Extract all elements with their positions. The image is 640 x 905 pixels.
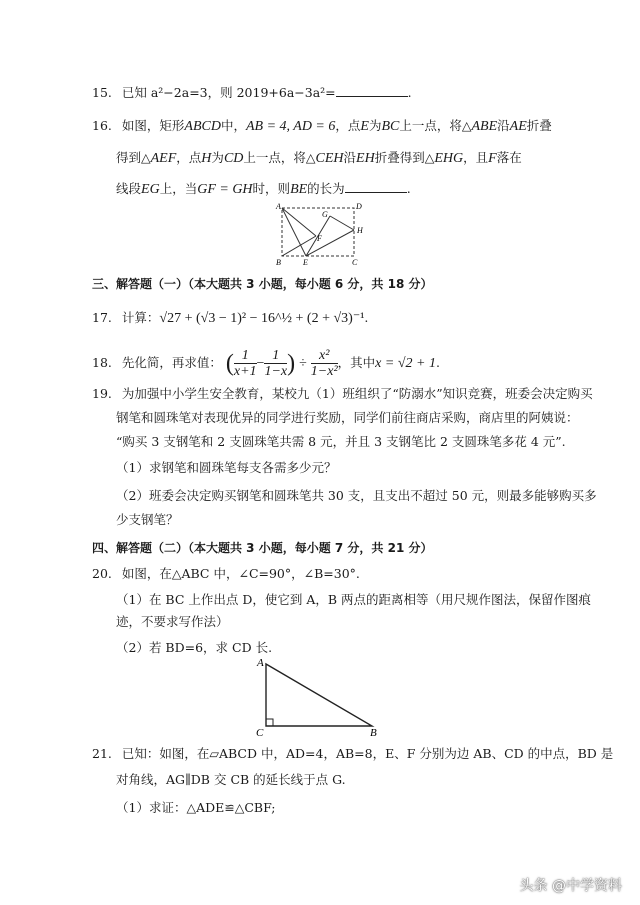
question-number: 17. bbox=[92, 310, 112, 325]
numerator: 1 bbox=[272, 348, 280, 363]
math: ABE bbox=[471, 119, 498, 134]
text: 为 bbox=[211, 150, 224, 165]
period: . bbox=[406, 181, 411, 196]
text: 中， bbox=[220, 118, 246, 133]
label-a: A bbox=[257, 657, 264, 669]
answer-blank bbox=[336, 84, 408, 97]
fraction-1 bbox=[234, 348, 257, 379]
text: 上一点，将△ bbox=[243, 150, 316, 165]
segment-af bbox=[282, 208, 316, 236]
text: 时，则 bbox=[252, 181, 291, 196]
question-19-part-2-cont: 少支钢笔？ bbox=[116, 512, 179, 527]
text: 如图，矩形 bbox=[121, 118, 185, 133]
math: GF = GH bbox=[197, 182, 253, 197]
question-20-part-1: （1）在 BC 上作出点 D，使它到 A，B 两点的距离相等（用尺规作图法，保留作图痕 bbox=[116, 592, 592, 607]
denominator: 1−x bbox=[264, 364, 288, 379]
question-text: 已知 a²−2a=3，则 2019+6a−3a²= bbox=[121, 85, 336, 100]
question-19-line-1 bbox=[92, 386, 593, 402]
text: 已知：如图，在▱ABCD 中，AD=4，AB=8，E、F 分别为边 AB、CD 的中点，BD 是 bbox=[121, 746, 614, 761]
question-15 bbox=[92, 84, 412, 101]
question-number: 18. bbox=[92, 355, 112, 370]
math: EHG bbox=[434, 151, 464, 166]
math: BC bbox=[381, 119, 400, 134]
text: 为加强中小学生安全教育，某校九（1）班组织了“防溺水”知识竞赛，班委会决定购买 bbox=[121, 386, 593, 401]
label-b: B bbox=[370, 727, 377, 738]
question-20-part-2: （2）若 BD=6，求 CD 长. bbox=[116, 640, 273, 655]
label-g: G bbox=[322, 210, 328, 219]
text: 沿 bbox=[497, 118, 510, 133]
open-paren: ( bbox=[225, 350, 234, 377]
math: CEH bbox=[315, 151, 344, 166]
label-e: E bbox=[303, 258, 308, 267]
question-21-line-1 bbox=[92, 746, 613, 762]
text: 为 bbox=[368, 118, 382, 133]
text: ，且 bbox=[463, 150, 489, 165]
math: AEF bbox=[150, 151, 177, 166]
question-number: 21. bbox=[92, 746, 112, 761]
rectangle-fold-figure bbox=[272, 200, 376, 268]
section-3-heading: 三、解答题（一）（本大题共 3 小题，每小题 6 分，共 18 分） bbox=[92, 277, 433, 291]
math: AE bbox=[509, 119, 527, 134]
math: AB = 4, AD = 6 bbox=[245, 119, 336, 134]
math: CD bbox=[223, 151, 244, 166]
rectangle-abcd bbox=[282, 208, 354, 256]
label-h: H bbox=[357, 226, 363, 235]
text: ，点 bbox=[335, 118, 361, 133]
segment-gh bbox=[330, 216, 354, 230]
close-paren: ) bbox=[287, 350, 296, 377]
label-a: A bbox=[276, 202, 281, 211]
question-17 bbox=[92, 310, 368, 327]
fraction-3 bbox=[311, 348, 338, 379]
period: . bbox=[364, 310, 369, 325]
question-20-part-1-cont: 迹，不要求写作法） bbox=[116, 614, 229, 629]
math: ABCD bbox=[184, 119, 221, 134]
section-4-heading: 四、解答题（二）（本大题共 3 小题，每小题 7 分，共 21 分） bbox=[92, 541, 433, 555]
divide: ÷ bbox=[299, 356, 307, 371]
text: 折叠 bbox=[526, 118, 552, 133]
math: F bbox=[488, 151, 497, 166]
question-19-part-1: （1）求钢笔和圆珠笔每支各需多少元？ bbox=[116, 460, 337, 475]
label-c: C bbox=[256, 727, 264, 738]
question-21-line-2: 对角线，AG∥DB 交 CB 的延长线于点 G. bbox=[116, 772, 346, 787]
question-18 bbox=[92, 346, 440, 381]
math: EG bbox=[141, 182, 160, 197]
numerator: 1 bbox=[241, 348, 249, 363]
denominator: x+1 bbox=[233, 364, 257, 379]
text: 先化简，再求值： bbox=[121, 355, 222, 370]
math: H bbox=[201, 151, 212, 166]
text: 计算： bbox=[121, 310, 160, 325]
math: E bbox=[360, 119, 369, 134]
question-number: 16. bbox=[92, 118, 112, 133]
answer-blank bbox=[345, 180, 407, 193]
period: . bbox=[435, 355, 440, 370]
math: x = √2 + 1 bbox=[375, 356, 436, 371]
math: EH bbox=[356, 151, 375, 166]
triangle-abc bbox=[266, 664, 372, 726]
period: . bbox=[407, 85, 412, 100]
math: BE bbox=[290, 182, 308, 197]
question-16-line-1 bbox=[92, 118, 552, 135]
text: 上，当 bbox=[159, 181, 198, 196]
question-19-part-2: （2）班委会决定购买钢笔和圆珠笔共 30 支，且支出不超过 50 元，则最多能够购买多 bbox=[116, 488, 597, 503]
numerator: x² bbox=[319, 348, 330, 363]
text: ，点 bbox=[176, 150, 202, 165]
watermark: 头条 @中学资料 bbox=[519, 878, 622, 894]
text: 折叠得到△ bbox=[374, 150, 435, 165]
right-angle-mark bbox=[266, 719, 273, 726]
question-16-line-3 bbox=[116, 180, 411, 198]
question-16-line-2 bbox=[116, 150, 522, 167]
text: 得到△ bbox=[116, 150, 151, 165]
label-f: F bbox=[317, 234, 322, 243]
text: 线段 bbox=[116, 181, 142, 196]
text: 沿 bbox=[343, 150, 357, 165]
text: 的长为 bbox=[307, 181, 345, 196]
text: ，其中 bbox=[337, 355, 376, 370]
label-b: B bbox=[276, 258, 281, 267]
question-number: 20. bbox=[92, 566, 112, 581]
question-number: 15. bbox=[92, 85, 112, 100]
question-19-line-2: 钢笔和圆珠笔对表现优异的同学进行奖励，同学们前往商店采购，商店里的阿姨说： bbox=[116, 410, 579, 425]
text: 落在 bbox=[496, 150, 522, 165]
denominator: 1−x² bbox=[310, 364, 338, 379]
right-triangle-figure bbox=[254, 654, 384, 738]
text: 上一点，将△ bbox=[399, 118, 472, 133]
text: 如图，在△ABC 中，∠C=90°，∠B=30°. bbox=[121, 566, 360, 581]
question-21-part-1: （1）求证：△ADE≌△CBF; bbox=[116, 800, 276, 815]
label-d: D bbox=[356, 202, 362, 211]
question-20-line-1 bbox=[92, 566, 360, 582]
math-expression: √27 + (√3 − 1)² − 16^½ + (2 + √3)⁻¹ bbox=[159, 311, 365, 326]
question-number: 19. bbox=[92, 386, 112, 401]
minus: − bbox=[256, 356, 265, 371]
fraction-2 bbox=[264, 348, 287, 379]
label-c: C bbox=[352, 258, 358, 267]
question-19-line-3: “购买 3 支钢笔和 2 支圆珠笔共需 8 元，并且 3 支钢笔比 2 支圆珠笔多花 4 元”. bbox=[116, 434, 566, 449]
